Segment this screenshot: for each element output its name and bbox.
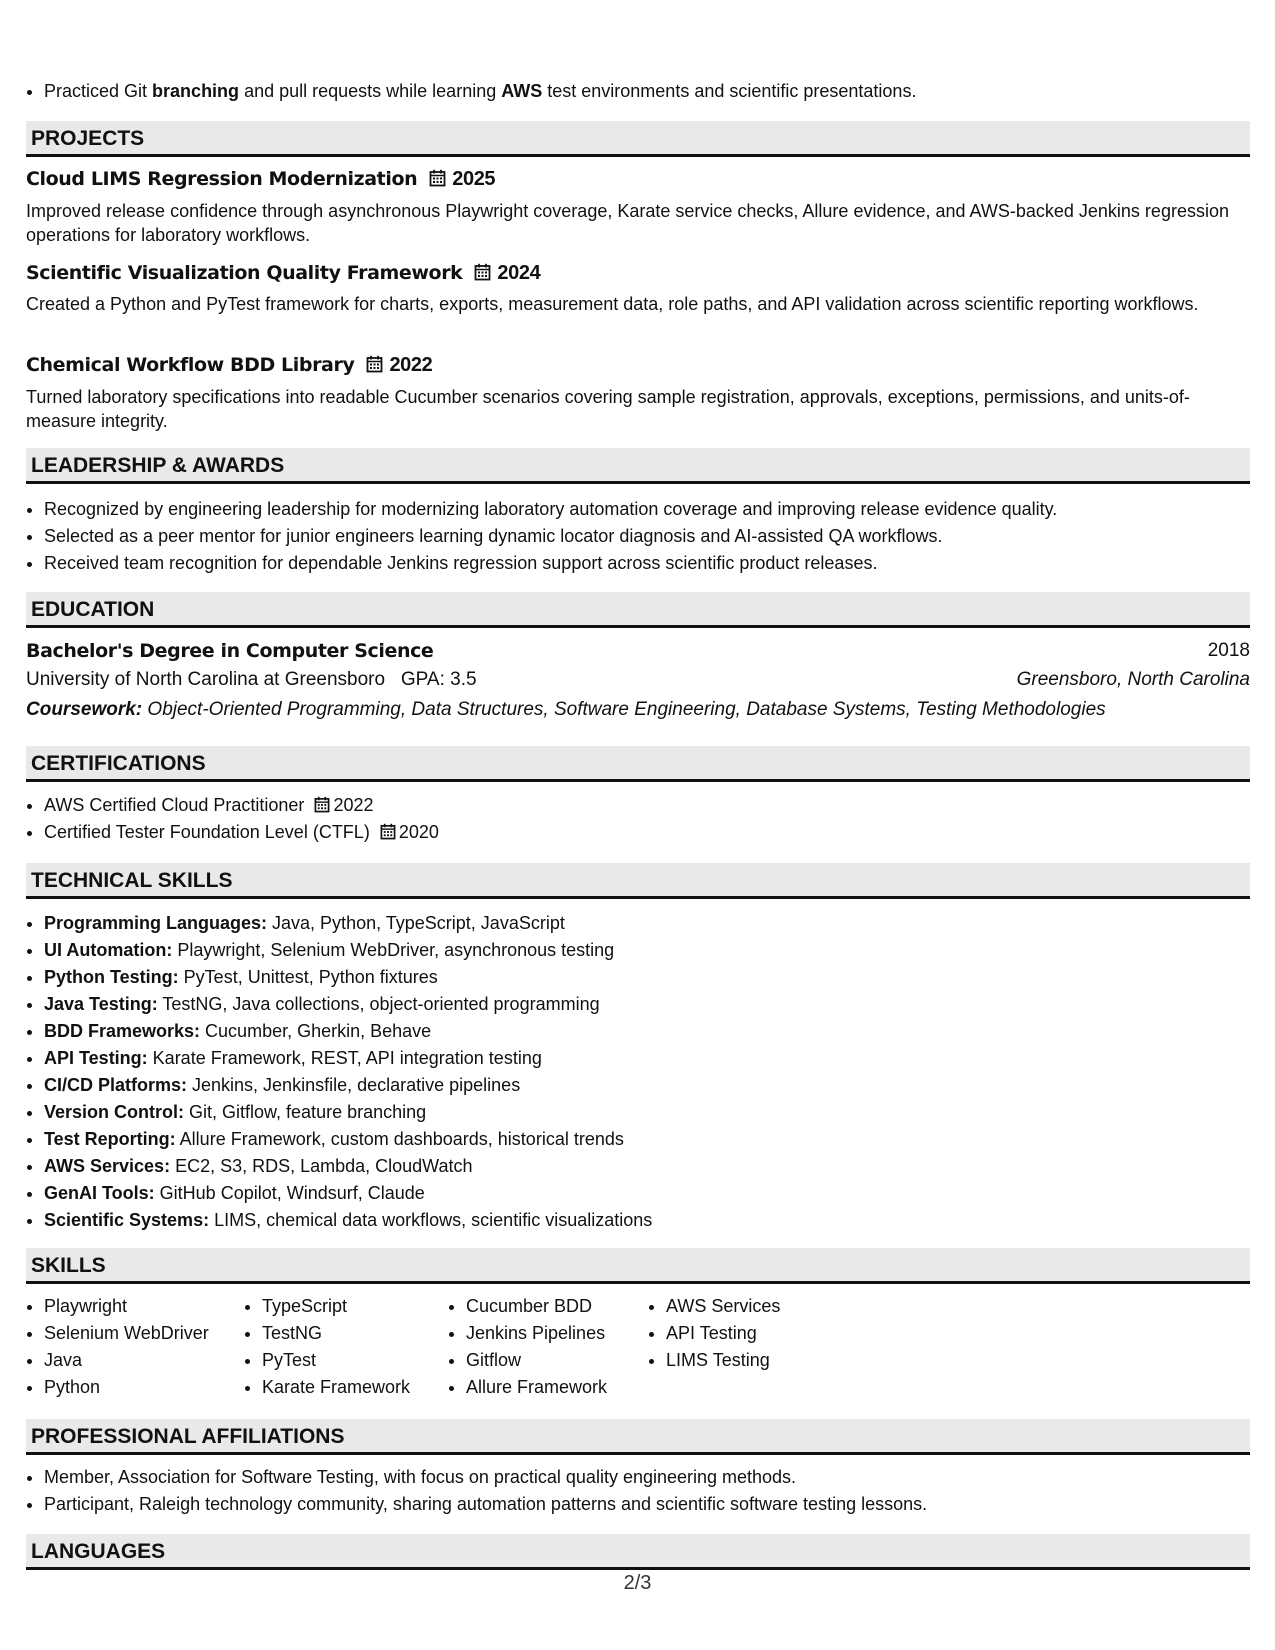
list-item: • Test Reporting: Allure Framework, custom dashboards, historical trends [44, 1126, 1268, 1153]
list-item: • TestNG [262, 1320, 434, 1347]
affiliations-list [26, 1464, 1268, 1518]
gpa: GPA: 3.5 [400, 669, 477, 690]
project-title: Scientific Visualization Quality Framework 2024 [26, 262, 541, 284]
list-item: • Participant, Raleigh technology community, sharing automation patterns and scientific software testing lessons. [44, 1491, 1268, 1518]
list-item: • TypeScript [262, 1293, 434, 1320]
list-item: • AWS Services [666, 1293, 826, 1320]
project-description: Turned laboratory specifications into readable Cucumber scenarios covering sample registration, approvals, exceptions, permissions, and units-of-measure integrity. [26, 387, 1190, 431]
skills-column [244, 1293, 434, 1401]
list-item: • Version Control: Git, Gitflow, feature branching [44, 1099, 1268, 1126]
education-location: Greensboro, North Carolina [1016, 669, 1250, 690]
list-item: • API Testing: Karate Framework, REST, API integration testing [44, 1045, 1268, 1072]
list-item: • Java [44, 1347, 230, 1374]
section-header-affiliations: PROFESSIONAL AFFILIATIONS [26, 1419, 1250, 1455]
list-item: • Selected as a peer mentor for junior engineers learning dynamic locator diagnosis and AI-assisted QA workflows. [44, 523, 1268, 550]
calendar-icon [314, 796, 330, 813]
skills-column [448, 1293, 634, 1401]
section-header-languages: LANGUAGES [26, 1534, 1250, 1570]
section-header-technical-skills: TECHNICAL SKILLS [26, 863, 1250, 899]
skills-column [26, 1293, 230, 1401]
project-description: Improved release confidence through asynchronous Playwright coverage, Karate service checks, Allure evidence, and AWS-backed Jenkins regression operations for laboratory workflows. [26, 201, 1229, 245]
section-header-projects: PROJECTS [26, 121, 1250, 157]
list-item: • Karate Framework [262, 1374, 434, 1401]
list-item: • AWS Certified Cloud Practitioner 2022 [44, 792, 1268, 819]
skills-columns [26, 1293, 840, 1401]
list-item: • Programming Languages: Java, Python, TypeScript, JavaScript [44, 910, 1268, 937]
skills-column [648, 1293, 826, 1401]
calendar-icon [429, 169, 446, 187]
list-item: • Playwright [44, 1293, 230, 1320]
experience-bullet [26, 78, 1268, 105]
list-item: • Cucumber BDD [466, 1293, 634, 1320]
list-item: • Certified Tester Foundation Level (CTFL) 2020 [44, 819, 1268, 846]
project-title: Cloud LIMS Regression Modernization 2025 [26, 168, 496, 190]
list-item: • Scientific Systems: LIMS, chemical data workflows, scientific visualizations [44, 1207, 1268, 1234]
university: University of North Carolina at Greensboro GPA: 3.5 [26, 669, 477, 690]
section-header-leadership: LEADERSHIP & AWARDS [26, 448, 1250, 484]
list-item: • API Testing [666, 1320, 826, 1347]
section-header-skills: SKILLS [26, 1248, 1250, 1284]
project-description: Created a Python and PyTest framework for charts, exports, measurement data, role paths, and API validation across scientific reporting workflows. [26, 294, 1199, 314]
calendar-icon [474, 263, 491, 281]
leadership-list [26, 496, 1268, 577]
list-item: • Received team recognition for dependable Jenkins regression support across scientific product releases. [44, 550, 1268, 577]
section-header-certifications: CERTIFICATIONS [26, 746, 1250, 782]
certifications-list [26, 792, 1268, 846]
list-item: • GenAI Tools: GitHub Copilot, Windsurf, Claude [44, 1180, 1268, 1207]
list-item: • Java Testing: TestNG, Java collections, object-oriented programming [44, 991, 1268, 1018]
calendar-icon [380, 823, 396, 840]
coursework: Coursework: Object-Oriented Programming, Data Structures, Software Engineering, Database Systems, Testing Methodologies [26, 699, 1106, 720]
list-item: • PyTest [262, 1347, 434, 1374]
graduation-year: 2018 [1207, 640, 1250, 661]
list-item: • LIMS Testing [666, 1347, 826, 1374]
list-item: • Gitflow [466, 1347, 634, 1374]
page-number: 2/3 [623, 1572, 652, 1594]
list-item: • Member, Association for Software Testing, with focus on practical quality engineering methods. [44, 1464, 1268, 1491]
degree-title: Bachelor's Degree in Computer Science [26, 640, 434, 662]
calendar-icon [366, 355, 383, 373]
project-title: Chemical Workflow BDD Library 2022 [26, 354, 433, 376]
list-item: • BDD Frameworks: Cucumber, Gherkin, Behave [44, 1018, 1268, 1045]
list-item: • UI Automation: Playwright, Selenium WebDriver, asynchronous testing [44, 937, 1268, 964]
technical-skills-list [26, 910, 1268, 1234]
list-item: • Allure Framework [466, 1374, 634, 1401]
list-item: • Python [44, 1374, 230, 1401]
section-header-education: EDUCATION [26, 592, 1250, 628]
list-item: • CI/CD Platforms: Jenkins, Jenkinsfile, declarative pipelines [44, 1072, 1268, 1099]
list-item: • Selenium WebDriver [44, 1320, 230, 1347]
list-item: • Python Testing: PyTest, Unittest, Python fixtures [44, 964, 1268, 991]
list-item: • Practiced Git branching and pull requests while learning AWS test environments and scientific presentations. [44, 78, 1268, 105]
list-item: • Recognized by engineering leadership for modernizing laboratory automation coverage and improving release evidence quality. [44, 496, 1268, 523]
list-item: • AWS Services: EC2, S3, RDS, Lambda, CloudWatch [44, 1153, 1268, 1180]
list-item: • Jenkins Pipelines [466, 1320, 634, 1347]
